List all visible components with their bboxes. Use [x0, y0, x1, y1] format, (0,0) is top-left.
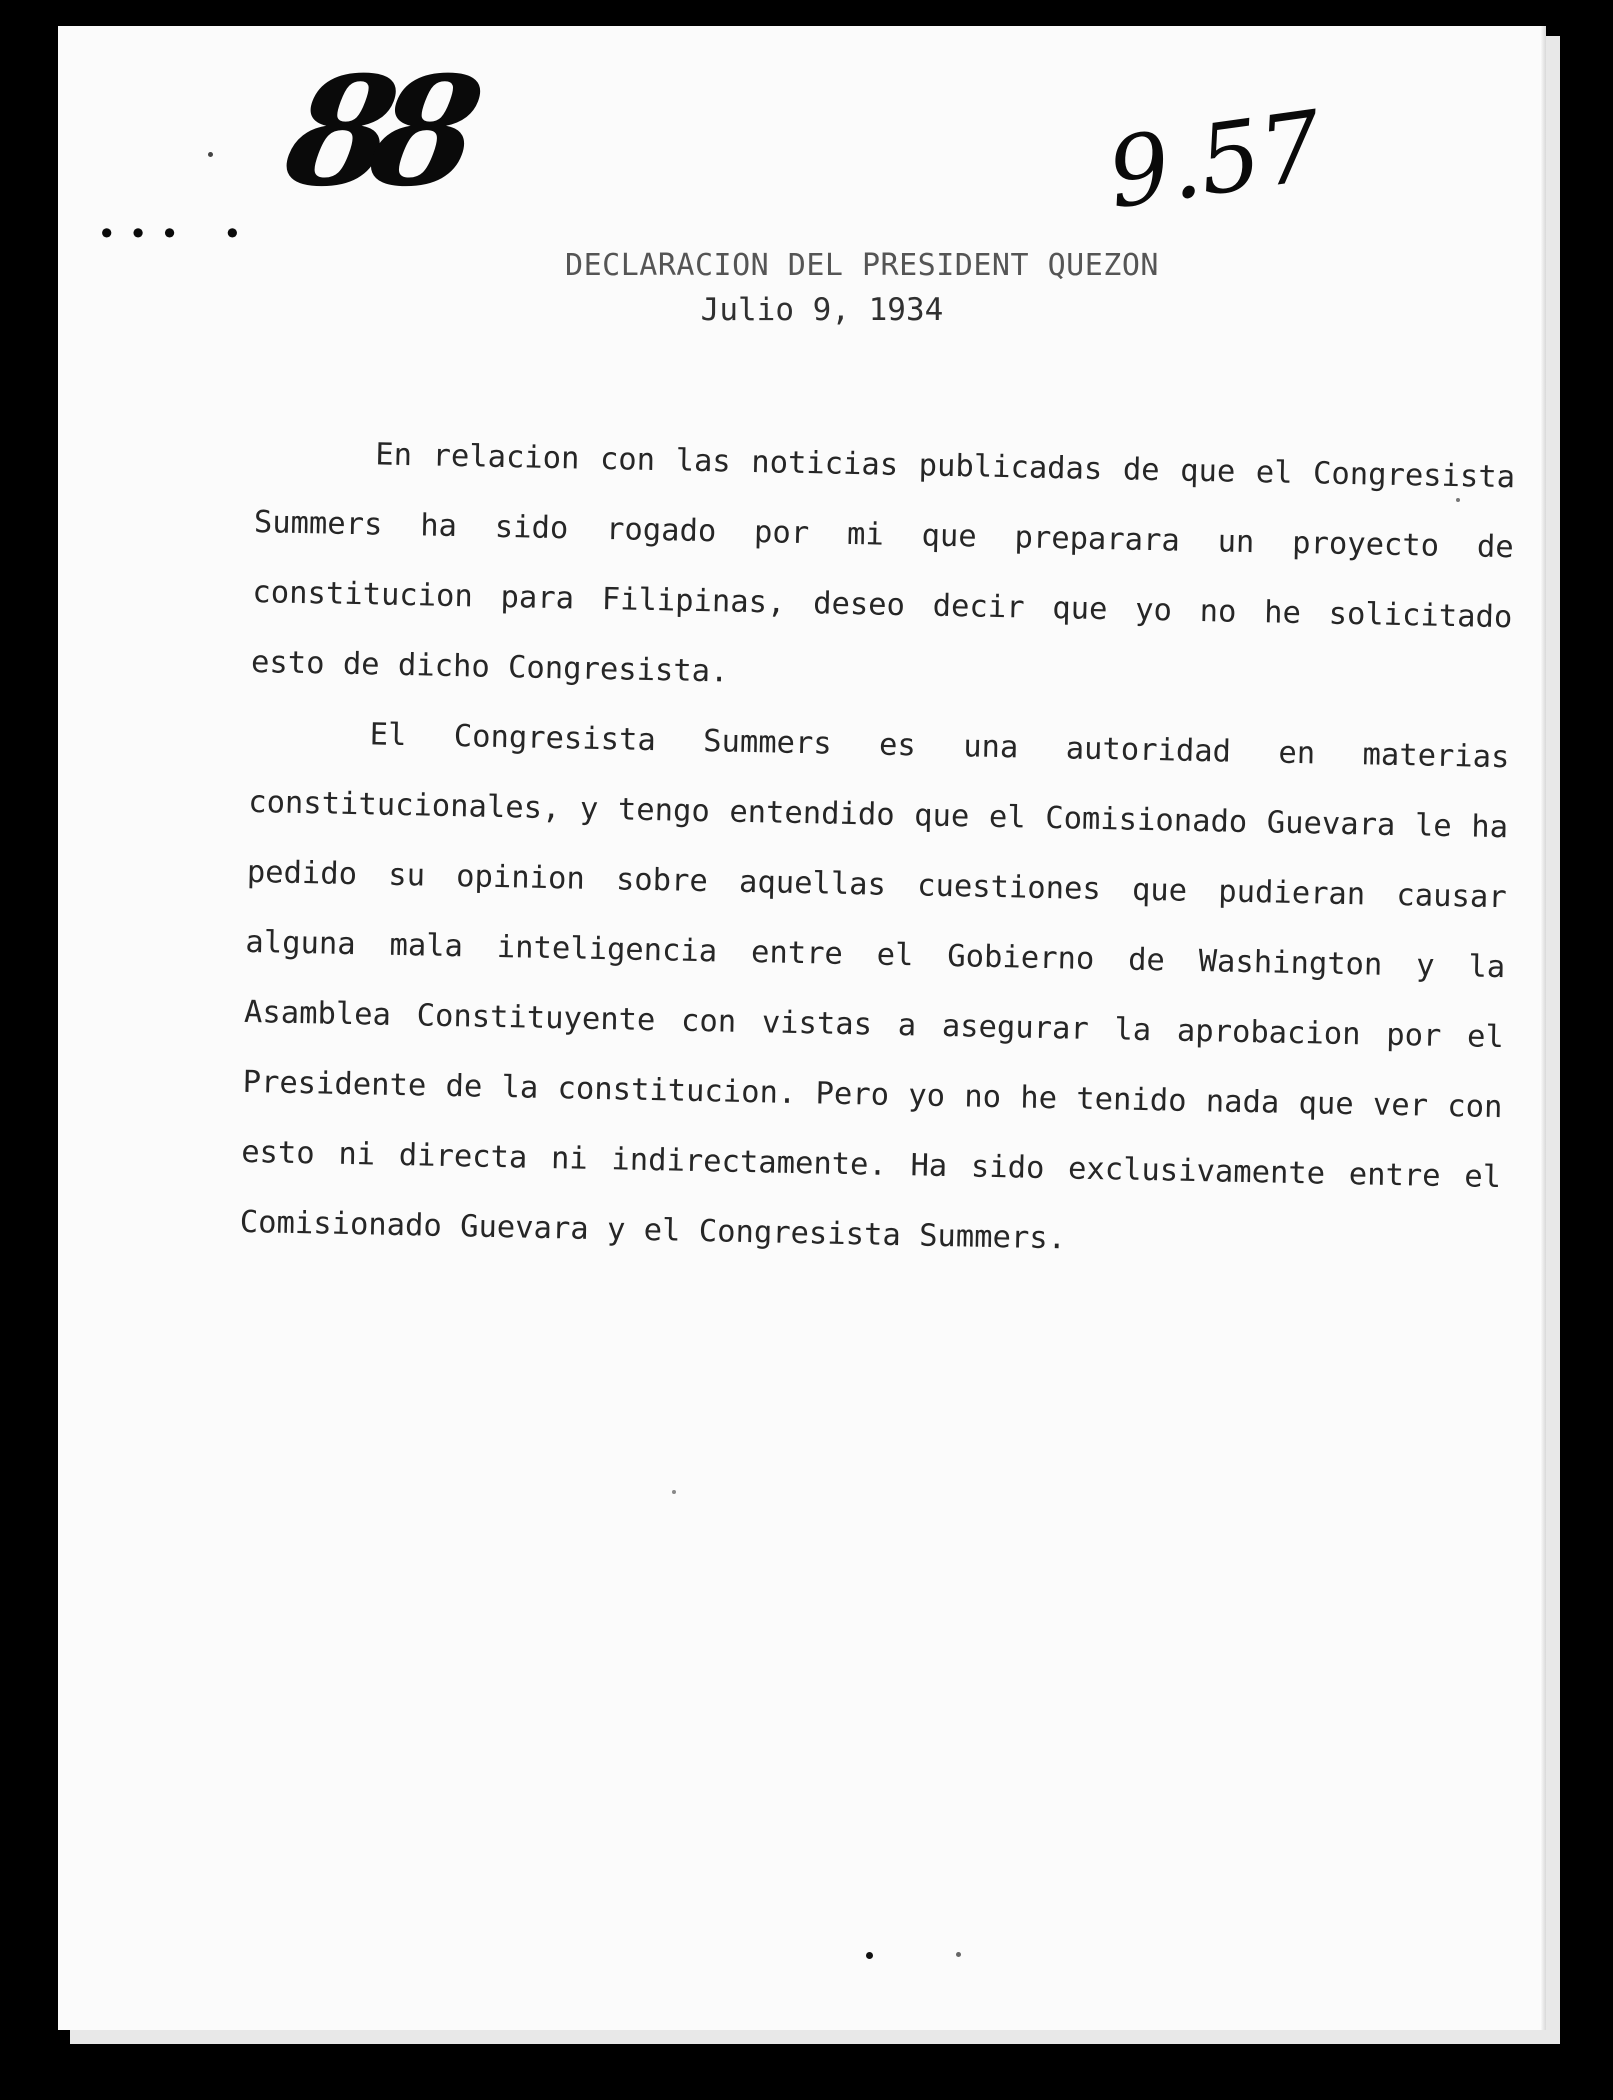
scan-speck: [1456, 498, 1460, 502]
body-paragraph: El Congresista Summers es una autoridad en materias constitucionales, y tengo entendido que el Comisionado Guevara le ha pedido su opinion sobre aquellas cuestiones que pudieran causar alguna mala inteligencia entre el Gobierno de Washington y la Asamblea Constituyente con vistas a asegurar la aprobacion por el Presidente de la constitucion. Pero yo no he tenido nada que ver con esto ni directa ni indirectamente. Ha sido exclusivamente entre el Comisionado Guevara y el Congresista Summers.: [239, 717, 1510, 1257]
document-title: DECLARACION DEL PRESIDENT QUEZON: [565, 248, 1159, 283]
scan-speck: [866, 1952, 873, 1959]
body-paragraph: En relacion con las noticias publicadas de que el Congresista Summers ha sido rogado por mi que preparara un proyecto de constitucion para Filipinas, deseo decir que yo no he solicitado esto de dicho Congresista.: [250, 437, 1516, 690]
scan-speck: [208, 152, 213, 157]
handwritten-folio-number: 88: [274, 44, 475, 220]
document-page: [58, 26, 1546, 2030]
handwritten-corner-initials: 9.57: [1101, 89, 1329, 231]
document-date: Julio 9, 1934: [700, 292, 944, 328]
handwritten-dots: ... .: [98, 190, 256, 249]
document-body: [239, 418, 1516, 1283]
scan-speck: [956, 1952, 961, 1957]
scan-speck: [672, 1490, 676, 1494]
